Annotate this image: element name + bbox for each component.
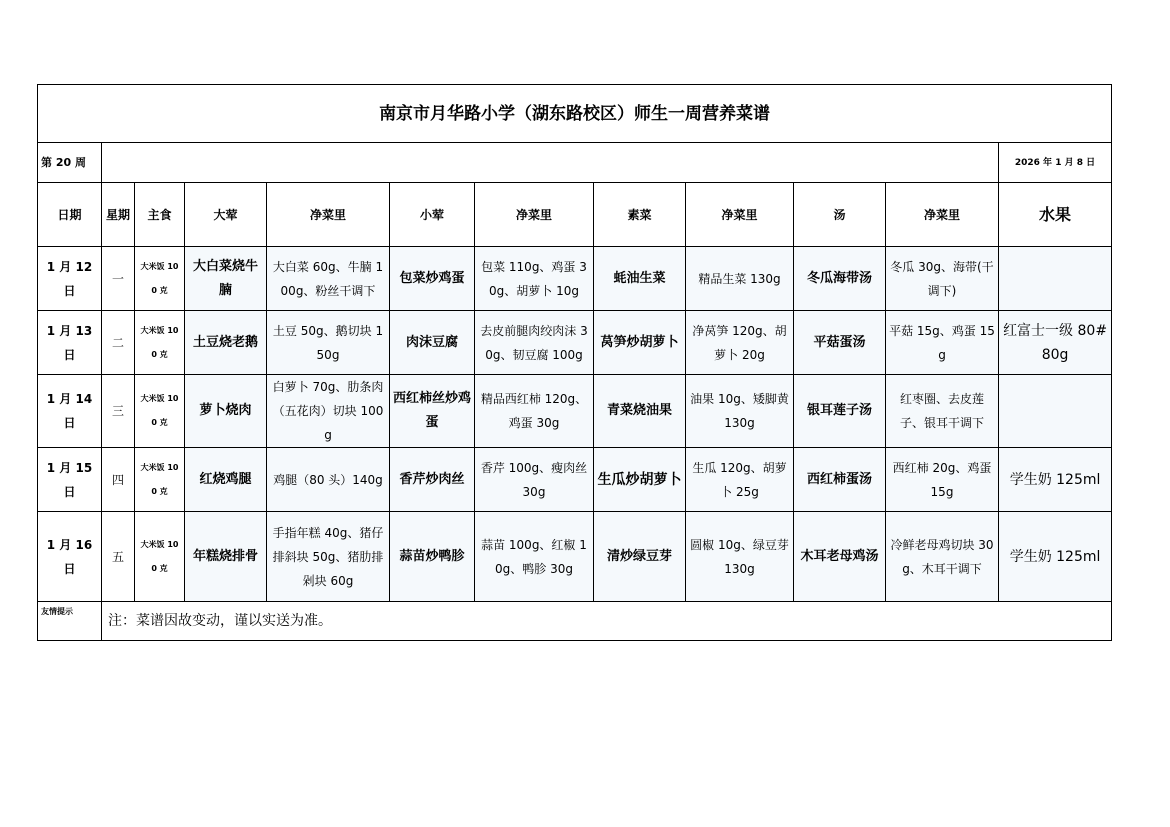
header-weekday: 星期: [102, 183, 135, 247]
row-main-amount: 手指年糕 40g、猪仔排斜块 50g、猪肋排剁块 60g: [267, 512, 390, 602]
row-main-amount: 白萝卜 70g、肋条肉（五花肉）切块 100g: [267, 375, 390, 448]
row-date: 1 月 12 日: [38, 247, 102, 311]
table-row: [38, 448, 1112, 512]
row-main-dish: 大白菜烧牛腩: [185, 247, 267, 311]
row-side-amount: 包菜 110g、鸡蛋 30g、胡萝卜 10g: [475, 247, 594, 311]
header-side: 小荤: [390, 183, 475, 247]
row-soup: 冬瓜海带汤: [794, 247, 886, 311]
weekly-menu-table: [37, 84, 1112, 641]
row-date: 1 月 13 日: [38, 311, 102, 375]
table-row: [38, 512, 1112, 602]
info-blank: [102, 143, 999, 183]
header-fruit: 水果: [999, 183, 1112, 247]
row-soup: 平菇蛋汤: [794, 311, 886, 375]
row-veg-dish: 蚝油生菜: [594, 247, 686, 311]
row-side-amount: 香芹 100g、瘦肉丝 30g: [475, 448, 594, 512]
header-date: 日期: [38, 183, 102, 247]
row-soup-amount: 冬瓜 30g、海带(干调下): [886, 247, 999, 311]
row-soup-amount: 冷鲜老母鸡切块 30g、木耳干调下: [886, 512, 999, 602]
row-main-dish: 红烧鸡腿: [185, 448, 267, 512]
row-veg-dish: 青菜烧油果: [594, 375, 686, 448]
row-date: 1 月 15 日: [38, 448, 102, 512]
row-weekday: 二: [102, 311, 135, 375]
row-staple: 大米饭 100 克: [135, 247, 185, 311]
row-veg-dish: 生瓜炒胡萝卜: [594, 448, 686, 512]
row-main-dish: 萝卜烧肉: [185, 375, 267, 448]
row-veg-amount: 净莴笋 120g、胡萝卜 20g: [686, 311, 794, 375]
issue-date: 2026 年 1 月 8 日: [999, 143, 1112, 183]
row-soup: 银耳莲子汤: [794, 375, 886, 448]
header-soup: 汤: [794, 183, 886, 247]
header-veg-amount: 净菜里: [686, 183, 794, 247]
row-date: 1 月 14 日: [38, 375, 102, 448]
row-side-amount: 精品西红柿 120g、鸡蛋 30g: [475, 375, 594, 448]
row-side-amount: 去皮前腿肉绞肉沫 30g、韧豆腐 100g: [475, 311, 594, 375]
row-fruit: 学生奶 125ml: [999, 512, 1112, 602]
row-soup-amount: 红枣圈、去皮莲子、银耳干调下: [886, 375, 999, 448]
row-fruit: [999, 375, 1112, 448]
header-soup-amount: 净菜里: [886, 183, 999, 247]
row-main-dish: 土豆烧老鹅: [185, 311, 267, 375]
row-weekday: 五: [102, 512, 135, 602]
row-staple: 大米饭 100 克: [135, 311, 185, 375]
table-row: [38, 311, 1112, 375]
row-weekday: 三: [102, 375, 135, 448]
row-veg-dish: 清炒绿豆芽: [594, 512, 686, 602]
header-veg: 素菜: [594, 183, 686, 247]
row-staple: 大米饭 100 克: [135, 448, 185, 512]
row-side-dish: 肉沫豆腐: [390, 311, 475, 375]
note-text: 注：菜谱因故变动，谨以实送为准。: [102, 602, 1112, 641]
week-number: 第 20 周: [38, 143, 102, 183]
row-weekday: 一: [102, 247, 135, 311]
row-soup: 西红柿蛋汤: [794, 448, 886, 512]
row-veg-amount: 精品生菜 130g: [686, 247, 794, 311]
row-side-amount: 蒜苗 100g、红椒 10g、鸭胗 30g: [475, 512, 594, 602]
header-staple: 主食: [135, 183, 185, 247]
row-date: 1 月 16 日: [38, 512, 102, 602]
row-main-dish: 年糕烧排骨: [185, 512, 267, 602]
row-staple: 大米饭 100 克: [135, 375, 185, 448]
row-staple: 大米饭 100 克: [135, 512, 185, 602]
header-main: 大荤: [185, 183, 267, 247]
header-main-amount: 净菜里: [267, 183, 390, 247]
row-side-dish: 包菜炒鸡蛋: [390, 247, 475, 311]
row-main-amount: 土豆 50g、鹅切块 150g: [267, 311, 390, 375]
note-label: 友情提示: [38, 602, 102, 641]
table-row: [38, 247, 1112, 311]
row-weekday: 四: [102, 448, 135, 512]
row-veg-amount: 圆椒 10g、绿豆芽 130g: [686, 512, 794, 602]
row-side-dish: 西红柿丝炒鸡蛋: [390, 375, 475, 448]
row-main-amount: 鸡腿（80 头）140g: [267, 448, 390, 512]
header-side-amount: 净菜里: [475, 183, 594, 247]
row-veg-amount: 生瓜 120g、胡萝卜 25g: [686, 448, 794, 512]
row-veg-dish: 莴笋炒胡萝卜: [594, 311, 686, 375]
table-row: [38, 375, 1112, 448]
row-side-dish: 蒜苗炒鸭胗: [390, 512, 475, 602]
header-row: [38, 183, 1112, 247]
row-fruit: 学生奶 125ml: [999, 448, 1112, 512]
row-side-dish: 香芹炒肉丝: [390, 448, 475, 512]
row-soup: 木耳老母鸡汤: [794, 512, 886, 602]
row-main-amount: 大白菜 60g、牛腩 100g、粉丝干调下: [267, 247, 390, 311]
row-fruit: 红富士一级 80#80g: [999, 311, 1112, 375]
row-veg-amount: 油果 10g、矮脚黄 130g: [686, 375, 794, 448]
row-soup-amount: 西红柿 20g、鸡蛋 15g: [886, 448, 999, 512]
row-fruit: [999, 247, 1112, 311]
row-soup-amount: 平菇 15g、鸡蛋 15g: [886, 311, 999, 375]
page-title: 南京市月华路小学（湖东路校区）师生一周营养菜谱: [38, 85, 1112, 143]
